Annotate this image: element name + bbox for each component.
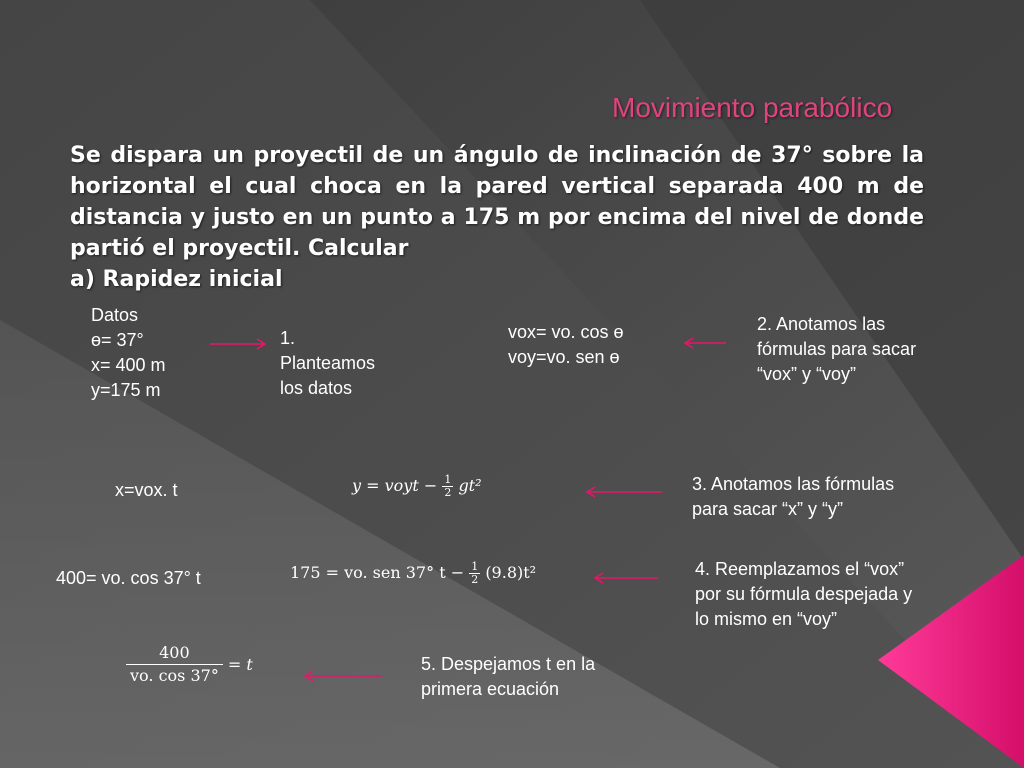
- arrow-left-icon-4: [592, 570, 660, 586]
- one-half-fraction: [469, 561, 480, 586]
- step-1-line: 1.: [280, 328, 296, 348]
- problem-question: a) Rapidez inicial: [70, 267, 283, 292]
- step-1-line: Planteamos: [280, 353, 376, 373]
- slide-title: Movimiento parabólico: [612, 92, 893, 123]
- datos-heading: Datos: [91, 305, 139, 325]
- vox-formula: vox= vo. cos ө: [508, 322, 624, 342]
- arrow-left-icon-2: [682, 335, 728, 351]
- arrow-left-icon-3: [584, 484, 664, 500]
- problem-line-1: Se dispara un proyectil de un ángulo de inclinación de 37° sobre la: [70, 143, 924, 168]
- step-2-note: [757, 312, 916, 387]
- t-equation-rhs: = t: [227, 655, 253, 674]
- voy-formula: voy=vo. sen ө: [508, 347, 620, 367]
- step-2-line: fórmulas para sacar: [757, 339, 917, 359]
- vo-formulas: [508, 320, 624, 370]
- y-equation-lhs: y = voyt −: [352, 476, 438, 495]
- step-4-line: por su fórmula despejada y: [695, 584, 913, 604]
- fraction-numerator: 1: [471, 560, 479, 573]
- step-4-line: lo mismo en “voy”: [695, 609, 838, 629]
- problem-line-4: partió el proyectil. Calcular: [70, 236, 409, 261]
- problem-line-2: horizontal el cual choca en la pared vertical separada 400 m de: [70, 174, 924, 199]
- fraction-denominator: 2: [444, 486, 452, 499]
- one-half-fraction: [442, 474, 453, 499]
- step-5-line: primera ecuación: [421, 679, 560, 699]
- step-5-note: [421, 652, 595, 702]
- t-fraction: [126, 642, 223, 687]
- arrow-left-icon-5: [302, 668, 384, 684]
- datos-theta: ө= 37°: [91, 330, 144, 350]
- step-2-line: 2. Anotamos las: [757, 314, 886, 334]
- step-4-note: [695, 557, 912, 632]
- substituted-y-lhs: 175 = vo. sen 37° t −: [290, 563, 465, 582]
- t-fraction-numerator: 400: [126, 642, 223, 665]
- fraction-denominator: 2: [471, 573, 479, 586]
- t-fraction-denominator: vo. cos 37°: [130, 666, 219, 685]
- datos-x: x= 400 m: [91, 355, 166, 375]
- fraction-numerator: 1: [444, 473, 452, 486]
- step-3-note: [692, 472, 894, 522]
- y-equation-rhs: gt²: [458, 476, 482, 495]
- problem-line-3: distancia y justo en un punto a 175 m por encima del nivel de donde: [70, 205, 924, 230]
- step-3-line: 3. Anotamos las fórmulas: [692, 474, 895, 494]
- t-equation: [126, 642, 253, 687]
- step-5-line: 5. Despejamos t en la: [421, 654, 596, 674]
- substituted-y-equation: [290, 561, 536, 586]
- arrow-right-icon-1: [208, 336, 268, 352]
- datos-y: y=175 m: [91, 380, 161, 400]
- substituted-x-equation: 400= vo. cos 37° t: [56, 568, 201, 588]
- problem-statement: [70, 140, 924, 295]
- step-1-line: los datos: [280, 378, 353, 398]
- substituted-y-rhs: (9.8)t²: [485, 563, 537, 582]
- step-3-line: para sacar “x” y “y”: [692, 499, 844, 519]
- step-1-note: [280, 326, 375, 401]
- x-equation: x=vox. t: [115, 480, 178, 500]
- y-equation: [352, 474, 482, 499]
- step-4-line: 4. Reemplazamos el “vox”: [695, 559, 905, 579]
- step-2-line: “vox” y “voy”: [757, 364, 856, 384]
- datos-block: [91, 303, 166, 403]
